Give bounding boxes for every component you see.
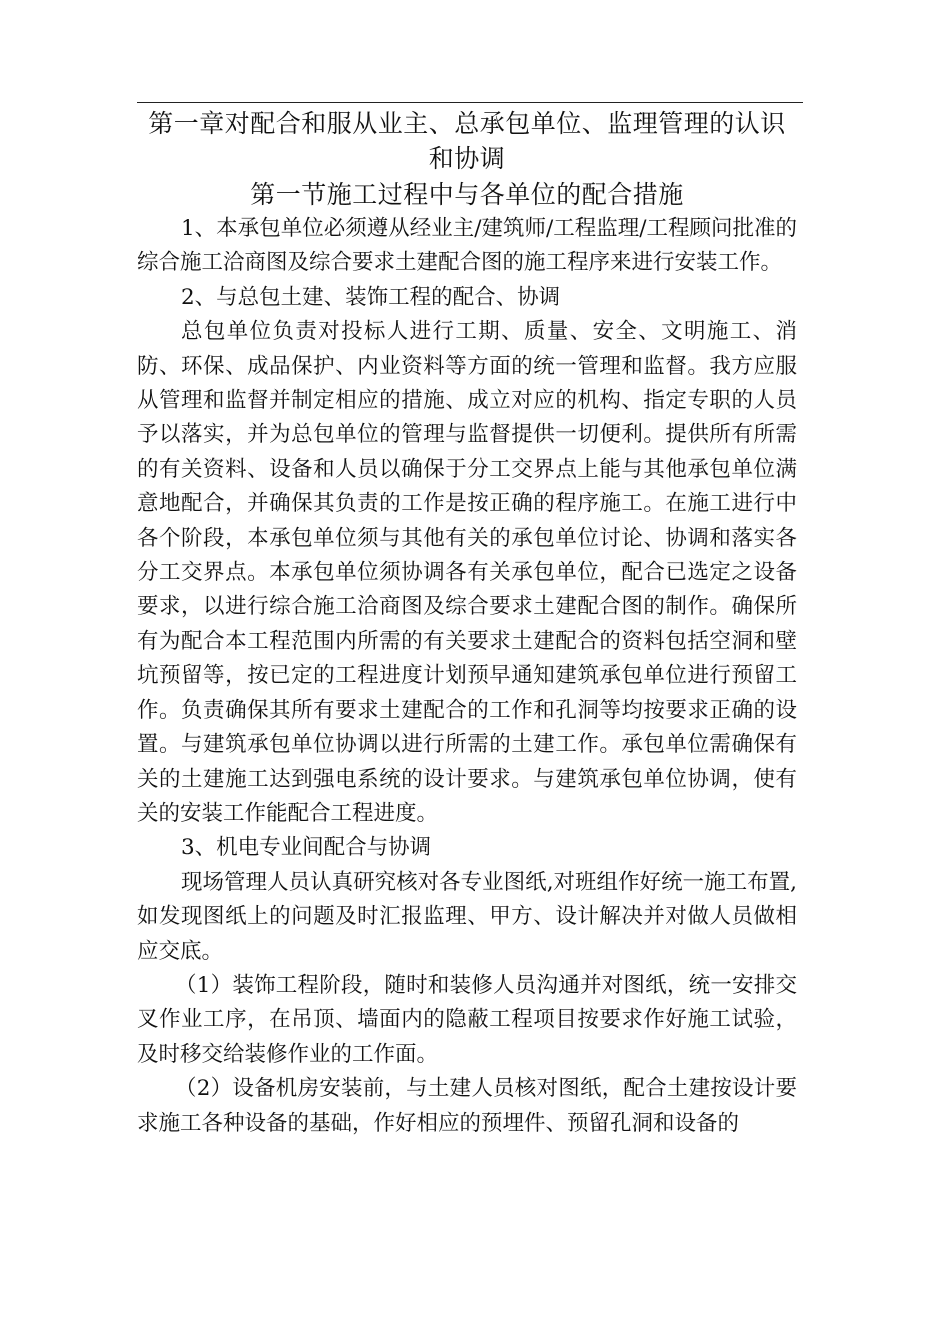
paragraph-heading-3: 3、机电专业间配合与协调	[181, 835, 432, 861]
paragraph-site-management: 现场管理人员认真研究核对各专业图纸,对班组作好统一施工布置,如发现图纸上的问题及时汇报监理、甲方、设计解决并对做人员做相应交底。	[137, 869, 797, 964]
chapter-title: 第一章对配合和服从业主、总承包单位、监理管理的认识和协调	[148, 109, 786, 173]
paragraph-sub-1: （1）装饰工程阶段，随时和装修人员沟通并对图纸，统一安排交叉作业工序，在吊顶、墙面内的隐蔽工程项目按要求作好施工试验，及时移交给装修作业的工作面。	[137, 972, 797, 1067]
paragraph-sub-2: （2）设备机房安装前，与土建人员核对图纸，配合土建按设计要求施工各种设备的基础，作好相应的预埋件、预留孔洞和设备的	[137, 1076, 797, 1136]
header-rule	[137, 102, 803, 103]
document-body	[137, 106, 797, 1141]
paragraph-heading-2: 2、与总包土建、装饰工程的配合、协调	[181, 284, 561, 310]
paragraph-item-1: 1、本承包单位必须遵从经业主/建筑师/工程监理/工程顾问批准的综合施工洽商图及综合要求土建配合图的施工程序来进行安装工作。	[137, 216, 797, 276]
paragraph-coordination-general: 总包单位负责对投标人进行工期、质量、安全、文明施工、消防、环保、成品保护、内业资料等方面的统一管理和监督。我方应服从管理和监督并制定相应的措施、成立对应的机构、指定专职的人员予以落实，并为总包单位的管理与监督提供一切便利。提供所有所需的有关资料、设备和人员以确保于分工交界点上能与其他承包单位满意地配合，并确保其负责的工作是按正确的程序施工。在施工进行中各个阶段，本承包单位须与其他有关的承包单位讨论、协调和落实各分工交界点。本承包单位须协调各有关承包单位，配合已选定之设备要求，以进行综合施工洽商图及综合要求土建配合图的制作。确保所有为配合本工程范围内所需的有关要求土建配合的资料包括空洞和壁坑预留等，按已定的工程进度计划预早通知建筑承包单位进行预留工作。负责确保其所有要求土建配合的工作和孔洞等均按要求正确的设置。与建筑承包单位协调以进行所需的土建工作。承包单位需确保有关的土建施工达到强电系统的设计要求。与建筑承包单位协调，使有关的安装工作能配合工程进度。	[137, 319, 797, 826]
section-title: 第一节施工过程中与各单位的配合措施	[250, 180, 684, 209]
